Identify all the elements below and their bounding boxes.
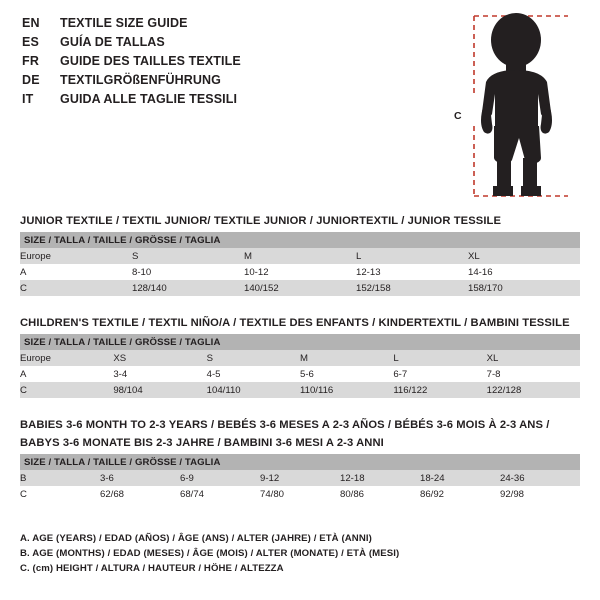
toddler-silhouette-icon [440, 8, 590, 203]
header-title-text: TEXTILE SIZE GUIDE [60, 16, 188, 30]
table-cell: 18-24 [420, 470, 500, 486]
babies-size-table [20, 454, 580, 502]
table-cell: XL [468, 248, 580, 264]
table-cell: 80/86 [340, 486, 420, 502]
table-subheader-row [20, 334, 580, 350]
table-cell: XL [487, 350, 580, 366]
table-cell: 12-13 [356, 264, 468, 280]
table-cell: 24-36 [500, 470, 580, 486]
table-cell: 12-18 [340, 470, 420, 486]
table-cell: 74/80 [260, 486, 340, 502]
legend-line-a: A. AGE (YEARS) / EDAD (AÑOS) / ÂGE (ANS) / ALTER (JAHRE) / ETÀ (ANNI) [20, 533, 372, 544]
header-lang-code: ES [22, 35, 40, 49]
legend-line-c: C. (cm) HEIGHT / ALTURA / HAUTEUR / HÖHE / ALTEZZA [20, 563, 284, 574]
row-label: Europe [20, 350, 113, 366]
header [22, 14, 422, 109]
table-cell: L [393, 350, 486, 366]
table-cell: XS [113, 350, 206, 366]
row-label: Europe [20, 248, 132, 264]
table-cell: 6-9 [180, 470, 260, 486]
table-cell: 5-6 [300, 366, 393, 382]
table-cell: 110/116 [300, 382, 393, 398]
table-row [20, 486, 580, 502]
section-childrens-textile [20, 316, 580, 398]
table-cell: 86/92 [420, 486, 500, 502]
section-junior-textile [20, 214, 580, 296]
header-title-text: TEXTILGRÖßENFÜHRUNG [60, 73, 221, 87]
table-cell: 68/74 [180, 486, 260, 502]
header-lang-code: IT [22, 92, 34, 106]
table-cell: 3-4 [113, 366, 206, 382]
table-cell: 152/158 [356, 280, 468, 296]
table-cell: 4-5 [207, 366, 300, 382]
row-label: B [20, 470, 100, 486]
table-subheader-row [20, 232, 580, 248]
section-title-line-1: BABIES 3-6 MONTH TO 2-3 YEARS / BEBÉS 3-6 MESES A 2-3 AÑOS / BÉBÉS 3-6 MOIS À 2-3 ANS / [20, 419, 550, 431]
table-subheader-label: SIZE / TALLA / TAILLE / GRÖSSE / TAGLIA [24, 234, 221, 246]
table-cell: 116/122 [393, 382, 486, 398]
table-row [20, 470, 580, 486]
table-cell: L [356, 248, 468, 264]
table-cell: S [132, 248, 244, 264]
header-row [22, 52, 422, 71]
legend-line-b: B. AGE (MONTHS) / EDAD (MESES) / ÂGE (MOIS) / ALTER (MONATE) / ETÀ (MESI) [20, 548, 400, 559]
section-title: JUNIOR TEXTILE / TEXTIL JUNIOR/ TEXTILE JUNIOR / JUNIORTEXTIL / JUNIOR TESSILE [20, 215, 502, 227]
table-cell: 98/104 [113, 382, 206, 398]
header-title-text: GUÍA DE TALLAS [60, 35, 165, 49]
row-label: C [20, 486, 100, 502]
children-size-table [20, 334, 580, 398]
table-cell: 8-10 [132, 264, 244, 280]
table-cell: M [244, 248, 356, 264]
table-cell: 140/152 [244, 280, 356, 296]
header-lang-code: FR [22, 54, 40, 68]
table-row [20, 280, 580, 296]
table-cell: 14-16 [468, 264, 580, 280]
table-cell: 104/110 [207, 382, 300, 398]
header-title-text: GUIDE DES TAILLES TEXTILE [60, 54, 241, 68]
header-row [22, 33, 422, 52]
header-row [22, 71, 422, 90]
height-measure-label: C [454, 110, 462, 122]
row-label: C [20, 280, 132, 296]
header-row [22, 14, 422, 33]
table-cell: 92/98 [500, 486, 580, 502]
header-row [22, 90, 422, 109]
table-subheader-label: SIZE / TALLA / TAILLE / GRÖSSE / TAGLIA [24, 336, 221, 348]
table-row [20, 264, 580, 280]
table-cell: 158/170 [468, 280, 580, 296]
table-row [20, 248, 580, 264]
table-cell: 62/68 [100, 486, 180, 502]
header-title-text: GUIDA ALLE TAGLIE TESSILI [60, 92, 238, 106]
table-cell: M [300, 350, 393, 366]
table-row [20, 366, 580, 382]
table-cell: 10-12 [244, 264, 356, 280]
header-lang-code: DE [22, 73, 40, 87]
legend [20, 531, 580, 576]
row-label: A [20, 366, 113, 382]
table-cell: 122/128 [487, 382, 580, 398]
table-cell: 3-6 [100, 470, 180, 486]
row-label: A [20, 264, 132, 280]
table-subheader-row [20, 454, 580, 470]
table-cell: 6-7 [393, 366, 486, 382]
header-lang-code: EN [22, 16, 40, 30]
section-babies-textile [20, 418, 580, 502]
section-title-line-2: BABYS 3-6 MONATE BIS 2-3 JAHRE / BAMBINI 3-6 MESI A 2-3 ANNI [20, 437, 384, 449]
table-cell: S [207, 350, 300, 366]
table-row [20, 382, 580, 398]
table-cell: 7-8 [487, 366, 580, 382]
table-row [20, 350, 580, 366]
section-title: CHILDREN'S TEXTILE / TEXTIL NIÑO/A / TEXTILE DES ENFANTS / KINDERTEXTIL / BAMBINI TESSILE [20, 317, 570, 329]
junior-size-table [20, 232, 580, 296]
table-cell: 128/140 [132, 280, 244, 296]
table-cell: 9-12 [260, 470, 340, 486]
table-subheader-label: SIZE / TALLA / TAILLE / GRÖSSE / TAGLIA [24, 456, 221, 468]
row-label: C [20, 382, 113, 398]
measurement-figure [440, 8, 590, 203]
